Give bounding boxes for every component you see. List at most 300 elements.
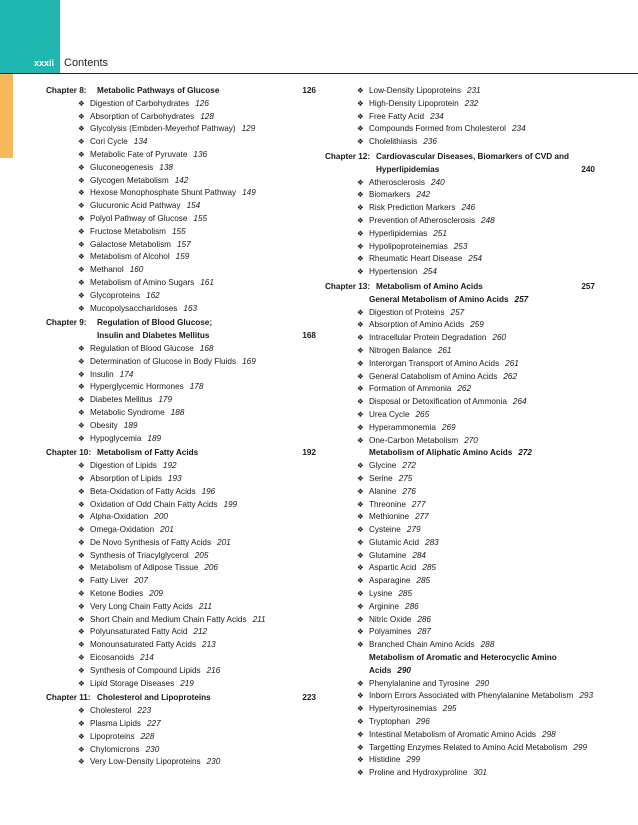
bullet-icon: ❖ [78,303,85,313]
entry-title: Short Chain and Medium Chain Fatty Acids [90,614,247,624]
entry-page: 296 [416,717,430,727]
chapter-page: 223 [302,693,316,703]
entry-page: 236 [423,137,437,147]
entry-page: 230 [145,744,160,754]
entry-page: 178 [189,382,204,392]
entry-title: Absorption of Amino Acids [369,320,465,330]
entry-page: 200 [154,512,168,522]
bullet-icon: ❖ [78,525,85,535]
bullet-icon: ❖ [78,162,85,172]
entry-title: Gluconeogenesis [90,162,154,172]
toc-left-column [46,85,316,769]
chapter-title: Hyperlipidemias [376,164,440,174]
bullet-icon: ❖ [78,589,85,599]
entry-title: Very Low-Density Lipoproteins [90,757,201,767]
bullet-icon: ❖ [357,124,364,134]
entry-page: 284 [412,550,426,560]
entry-page: 253 [453,241,468,251]
toc-entry [46,562,316,575]
bullet-icon: ❖ [357,215,364,225]
entry-title: Atherosclerosis [369,177,425,187]
page-number: xxxii [34,58,55,68]
chapter-number: Chapter 10: [46,448,92,458]
entry-title: Metabolism of Alcohol [90,252,170,262]
entry-title: Glycolysis (Embden-Meyerhof Pathway) [90,124,236,134]
entry-title: Cysteine [369,525,401,535]
toc-entry [46,511,316,524]
bullet-icon: ❖ [78,382,85,392]
bullet-icon: ❖ [357,435,364,445]
bullet-icon: ❖ [357,589,364,599]
bullet-icon: ❖ [78,563,85,573]
toc-list-right [325,85,595,780]
entry-page: 277 [415,512,429,522]
bullet-icon: ❖ [357,729,364,739]
entry-title: Insulin [90,369,114,379]
bullet-icon: ❖ [78,290,85,300]
entry-page: 199 [223,499,238,509]
chapter-title: Metabolic Pathways of Glucose [97,86,220,95]
entry-title: Nitrogen Balance [369,345,432,355]
toc-entry [46,162,316,175]
bullet-icon: ❖ [78,731,85,741]
entry-page: 285 [422,563,436,573]
toc-entry [46,290,316,303]
chapter-title: Metabolism of Fatty Acids [97,448,199,458]
toc-entry [46,98,316,111]
entry-page: 270 [464,435,478,445]
toc-entry [325,383,595,396]
entry-title: Polyol Pathway of Glucose [90,213,188,223]
toc-entry [325,562,595,575]
bullet-icon: ❖ [357,307,364,317]
entry-title: Hypoglycemia [90,433,142,443]
toc-entry [325,98,595,111]
entry-page: 193 [167,473,182,483]
toc-entry [325,358,595,371]
section-title: Metabolism of Aliphatic Amino Acids [369,448,513,458]
toc-entry [46,639,316,652]
entry-page: 234 [430,111,444,121]
toc-entry [46,187,316,200]
entry-page: 213 [202,640,216,650]
toc-entry [325,409,595,422]
entry-page: 201 [217,537,231,547]
toc-entry [46,678,316,691]
entry-title: Formation of Ammonia [369,384,452,394]
entry-page: 269 [441,422,456,432]
entry-title: Free Fatty Acid [369,111,425,121]
toc-entry [46,239,316,252]
toc-entry [325,111,595,124]
entry-title: Hyperglycemic Hormones [90,382,184,392]
toc-list-left [46,85,316,769]
entry-title: Chylomicrons [90,744,140,754]
entry-title: Lipid Storage Diseases [90,678,175,688]
bullet-icon: ❖ [78,550,85,560]
section-heading [325,447,595,460]
toc-entry [325,511,595,524]
chapter-page: 192 [302,448,316,458]
toc-entry [46,251,316,264]
entry-page: 174 [119,369,134,379]
chapter-heading [46,85,316,98]
toc-entry [325,228,595,241]
entry-title: Hyperlipidemias [369,228,428,238]
entry-page: 232 [464,98,479,108]
toc-entry [325,550,595,563]
toc-entry [325,742,595,755]
bullet-icon: ❖ [78,576,85,586]
bullet-icon: ❖ [357,98,364,108]
bullet-icon: ❖ [78,407,85,417]
bullet-icon: ❖ [78,744,85,754]
entry-page: 155 [193,213,208,223]
entry-page: 189 [147,433,162,443]
entry-title: Hexose Monophosphate Shunt Pathway [90,188,237,198]
entry-title: Monounsaturated Fatty Acids [90,640,197,650]
entry-page: 283 [425,537,439,547]
entry-title: Glycogen Metabolism [90,175,169,185]
toc-entry [46,731,316,744]
entry-page: 246 [461,203,476,213]
entry-title: Determination of Glucose in Body Fluids [90,356,237,366]
entry-title: Absorption of Carbohydrates [90,111,195,121]
toc-entry [46,111,316,124]
toc-entry [46,226,316,239]
bullet-icon: ❖ [78,356,85,366]
entry-title: Glutamic Acid [369,537,420,547]
entry-page: 209 [149,589,163,599]
bullet-icon: ❖ [357,486,364,496]
bullet-icon: ❖ [78,473,85,483]
entry-title: Absorption of Lipids [90,473,162,483]
entry-page: 259 [470,320,484,330]
entry-title: De Novo Synthesis of Fatty Acids [90,537,212,547]
bullet-icon: ❖ [357,333,364,343]
bullet-icon: ❖ [357,137,364,147]
toc-entry [46,149,316,162]
toc-entry [46,277,316,290]
toc-entry [46,550,316,563]
toc-entry [325,215,595,228]
entry-title: Digestion of Carbohydrates [90,98,190,108]
entry-title: Digestion of Lipids [90,461,157,471]
toc-entry [46,433,316,446]
bullet-icon: ❖ [78,395,85,405]
entry-page: 230 [206,757,221,767]
entry-title: Targetting Enzymes Related to Amino Acid Metabolism [369,742,568,752]
bullet-icon: ❖ [357,461,364,471]
toc-entry [46,175,316,188]
bullet-icon: ❖ [357,358,364,368]
toc-entry [325,703,595,716]
toc-entry [46,381,316,394]
chapter-title: Regulation of Blood Glucose; [97,318,213,328]
entry-title: Fructose Metabolism [90,226,166,236]
toc-entry [46,460,316,473]
entry-title: Cholelithiasis [369,137,418,147]
toc-entry [46,537,316,550]
section-heading [325,294,595,307]
entry-page: 205 [194,550,209,560]
entry-page: 129 [241,124,256,134]
entry-title: Metabolic Syndrome [90,407,165,417]
entry-title: Lipoproteins [90,731,135,741]
entry-page: 240 [430,177,445,187]
entry-page: 234 [511,124,526,134]
entry-page: 295 [442,704,457,714]
bullet-icon: ❖ [357,627,364,637]
bullet-icon: ❖ [357,512,364,522]
toc-entry [46,652,316,665]
entry-title: Rheumatic Heart Disease [369,254,463,264]
entry-page: 163 [183,303,198,313]
bullet-icon: ❖ [78,653,85,663]
toc-entry [46,420,316,433]
entry-page: 138 [159,162,173,172]
entry-title: Hyperammonemia [369,422,436,432]
toc-entry [325,754,595,767]
entry-page: 272 [402,461,416,471]
entry-page: 260 [492,333,507,343]
toc-entry [325,319,595,332]
bullet-icon: ❖ [357,409,364,419]
entry-page: 301 [473,768,487,778]
chapter-heading [325,281,595,294]
entry-page: 169 [242,356,256,366]
bullet-icon: ❖ [357,525,364,535]
toc-entry [46,588,316,601]
entry-title: Diabetes Mellitus [90,395,153,405]
entry-page: 201 [160,525,174,535]
entry-title: Prevention of Atherosclerosis [369,215,476,225]
entry-page: 262 [457,384,472,394]
entry-title: Nitric Oxide [369,614,412,624]
toc-entry [46,665,316,678]
bullet-icon: ❖ [357,203,364,213]
entry-title: High-Density Lipoprotein [369,98,459,108]
toc-entry [325,575,595,588]
toc-entry [46,473,316,486]
bullet-icon: ❖ [357,111,364,121]
toc-entry [325,690,595,703]
entry-title: Digestion of Proteins [369,307,445,317]
toc-entry [325,716,595,729]
chapter-heading-continued [46,330,316,343]
toc-entry [46,123,316,136]
entry-page: 227 [146,719,161,729]
entry-title: Alpha-Oxidation [90,512,149,522]
bullet-icon: ❖ [78,499,85,509]
bullet-icon: ❖ [78,137,85,147]
entry-page: 285 [416,576,431,586]
entry-page: 136 [193,149,208,159]
chapter-number: Chapter 8: [46,86,87,95]
entry-page: 286 [405,601,419,611]
entry-title: Synthesis of Triacylglycerol [90,550,189,560]
entry-title: Very Long Chain Fatty Acids [90,601,193,611]
entry-page: 162 [146,290,160,300]
bullet-icon: ❖ [78,614,85,624]
page-header [0,0,638,74]
entry-page: 149 [242,188,256,198]
entry-title: Hypolipoproteinemias [369,241,448,251]
bullet-icon: ❖ [78,420,85,430]
toc-entry [325,136,595,149]
entry-page: 211 [198,601,212,611]
toc-entry [46,356,316,369]
entry-title: Beta-Oxidation of Fatty Acids [90,486,196,496]
entry-page: 168 [199,343,214,353]
entry-title: Metabolism of Adipose Tissue [90,563,199,573]
entry-page: 288 [480,640,495,650]
toc-entry [46,575,316,588]
toc-entry [46,601,316,614]
bullet-icon: ❖ [78,213,85,223]
entry-title: Oxidation of Odd Chain Fatty Acids [90,499,218,509]
toc-entry [325,266,595,279]
entry-page: 216 [206,665,221,675]
bullet-icon: ❖ [78,265,85,275]
bullet-icon: ❖ [357,86,364,95]
entry-page: 154 [186,201,201,211]
toc-entry [325,123,595,136]
bullet-icon: ❖ [78,757,85,767]
toc-entry [325,177,595,190]
chapter-heading-continued [325,164,595,177]
toc-entry [46,499,316,512]
entry-page: 189 [123,420,138,430]
entry-page: 299 [406,755,421,765]
entry-page: 262 [503,371,518,381]
entry-page: 219 [180,678,194,688]
entry-title: General Catabolism of Amino Acids [369,371,498,381]
toc-entry [46,756,316,769]
entry-page: 206 [204,563,218,573]
entry-title: Asparagine [369,576,411,586]
entry-title: Polyunsaturated Fatty Acid [90,627,188,637]
bullet-icon: ❖ [78,226,85,236]
entry-page: 248 [481,215,495,225]
entry-page: 290 [475,678,490,688]
chapter-number: Chapter 9: [46,318,87,328]
bullet-icon: ❖ [357,768,364,778]
bullet-icon: ❖ [357,563,364,573]
chapter-number: Chapter 12: [325,151,371,161]
toc-entry [46,626,316,639]
entry-title: Hypertension [369,267,418,277]
entry-title: Risk Prediction Markers [369,203,456,213]
toc-entry [325,729,595,742]
entry-title: Lysine [369,589,393,599]
chapter-page: 126 [302,86,316,95]
chapter-heading [46,317,316,330]
entry-page: 276 [402,486,416,496]
entry-page: 242 [416,190,431,200]
entry-title: Omega-Oxidation [90,525,155,535]
entry-page: 299 [573,742,588,752]
entry-page: 212 [193,627,208,637]
toc-entry [325,396,595,409]
bullet-icon: ❖ [357,254,364,264]
bullet-icon: ❖ [357,614,364,624]
entry-title: Fatty Liver [90,576,129,586]
bullet-icon: ❖ [357,384,364,394]
bullet-icon: ❖ [78,98,85,108]
entry-title: Cholesterol [90,706,132,716]
toc-entry [325,537,595,550]
entry-title: Regulation of Blood Glucose [90,343,194,353]
chapter-title: Cardiovascular Diseases, Biomarkers of CVD and [376,151,569,161]
bullet-icon: ❖ [357,345,364,355]
toc-entry [325,371,595,384]
entry-title: Plasma Lipids [90,719,141,729]
bullet-icon: ❖ [357,742,364,752]
toc-right-column [325,85,595,780]
entry-page: 207 [134,576,148,586]
toc-entry [325,639,595,652]
bullet-icon: ❖ [357,371,364,381]
entry-title: Metabolism of Amino Sugars [90,277,195,287]
section-title: General Metabolism of Amino Acids [369,294,509,304]
entry-page: 254 [423,267,437,277]
bullet-icon: ❖ [78,252,85,262]
entry-page: 285 [398,589,413,599]
bullet-icon: ❖ [78,665,85,675]
chapter-heading [46,692,316,705]
bullet-icon: ❖ [357,576,364,586]
bullet-icon: ❖ [357,550,364,560]
entry-page: 228 [140,731,155,741]
entry-title: Disposal or Detoxification of Ammonia [369,397,507,407]
bullet-icon: ❖ [78,706,85,716]
toc-entry [46,718,316,731]
entry-title: Tryptophan [369,717,411,727]
bullet-icon: ❖ [78,175,85,185]
entry-page: 161 [200,277,214,287]
toc-entry [46,486,316,499]
entry-title: Low-Density Lipoproteins [369,86,461,95]
toc-entry [325,499,595,512]
section-page: 272 [518,448,532,458]
bullet-icon: ❖ [357,755,364,765]
chapter-page: 257 [581,281,595,291]
toc-entry [46,744,316,757]
entry-title: Urea Cycle [369,409,410,419]
toc-entry [46,407,316,420]
entry-title: Biomarkers [369,190,411,200]
entry-title: Mucopolysaccharidoses [90,303,178,313]
bullet-icon: ❖ [357,473,364,483]
entry-page: 157 [177,239,191,249]
entry-page: 159 [175,252,190,262]
entry-title: Cori Cycle [90,137,128,147]
entry-page: 257 [450,307,465,317]
entry-page: 254 [468,254,482,264]
toc-entry [325,189,595,202]
bullet-icon: ❖ [78,188,85,198]
entry-title: Threonine [369,499,406,509]
bullet-icon: ❖ [78,433,85,443]
entry-page: 214 [140,653,154,663]
entry-page: 231 [466,86,481,95]
bullet-icon: ❖ [78,512,85,522]
entry-title: Branched Chain Amino Acids [369,640,475,650]
bullet-icon: ❖ [78,719,85,729]
bullet-icon: ❖ [357,678,364,688]
entry-page: 155 [172,226,186,236]
